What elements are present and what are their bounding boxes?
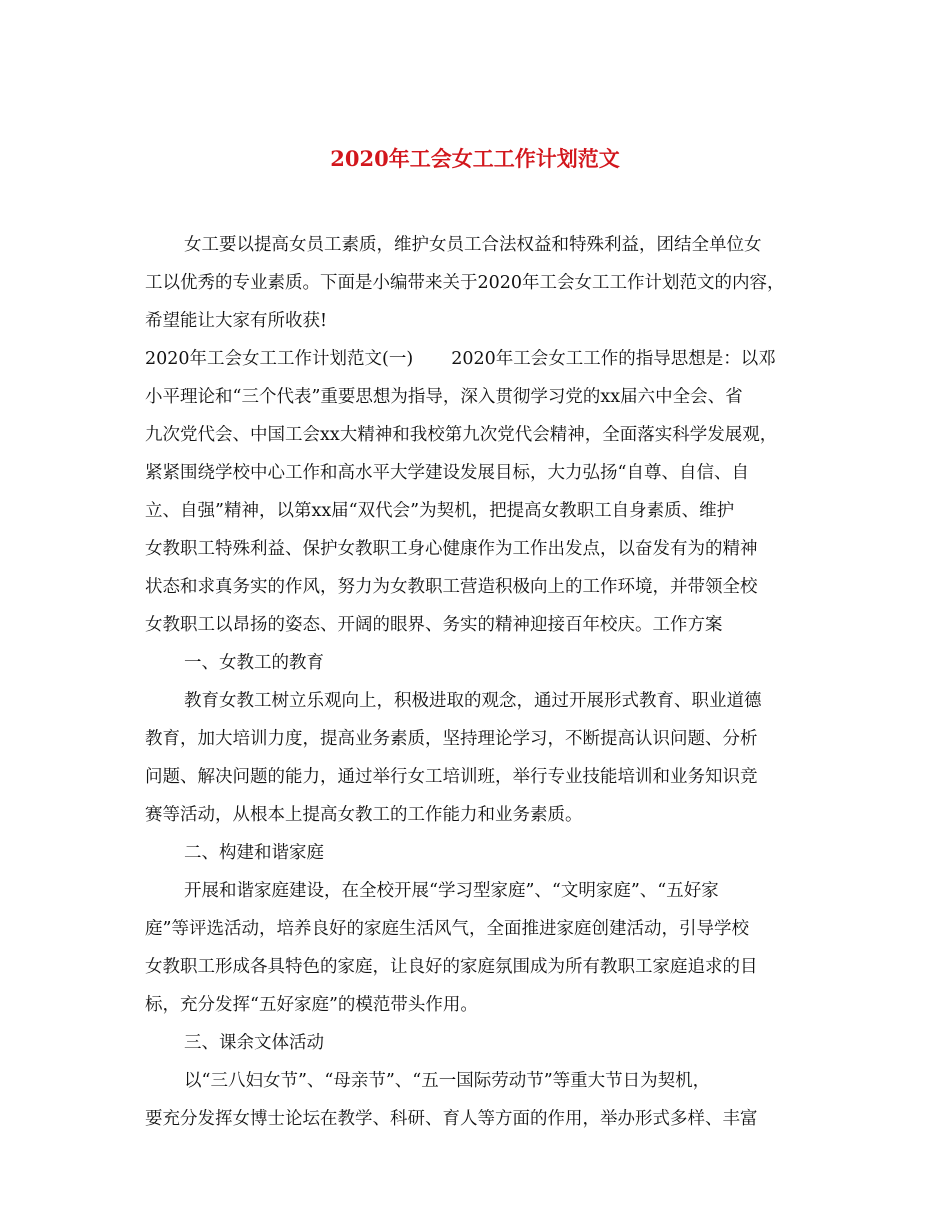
text-line: 女教职工以昂扬的姿态、开阔的眼界、务实的精神迎接百年校庆。工作方案: [145, 615, 723, 635]
text-line: 庭”等评选活动，培养良好的家庭生活风气，全面推进家庭创建活动，引导学校: [145, 919, 749, 939]
text-line: 希望能让大家有所收获!: [145, 311, 328, 331]
text-line: 紧紧围绕学校中心工作和高水平大学建设发展目标，大力弘扬“自尊、自信、自: [145, 463, 749, 483]
text-line-section-heading: [145, 346, 776, 372]
section-heading: 一、女教工的教育: [184, 653, 324, 673]
section-heading: 二、构建和谐家庭: [184, 843, 324, 863]
text-line: 女工要以提高女员工素质，维护女员工合法权益和特殊利益，团结全单位女: [184, 235, 762, 255]
text-line: 以“三八妇女节”、“母亲节”、“五一国际劳动节”等重大节日为契机，: [184, 1071, 711, 1091]
section-lead: 2020年工会女工工作的指导思想是：以邓: [451, 349, 776, 369]
text-line: 问题、解决问题的能力，通过举行女工培训班，举行专业技能培训和业务知识竞: [145, 767, 758, 787]
text-line: 教育，加大培训力度，提高业务素质，坚持理论学习，不断提高认识问题、分析: [145, 729, 758, 749]
document-title: 2020年工会女工工作计划范文: [330, 146, 620, 171]
text-line: 标，充分发挥“五好家庭”的模范带头作用。: [145, 995, 478, 1015]
text-line: 女教职工形成各具特色的家庭，让良好的家庭氛围成为所有教职工家庭追求的目: [145, 957, 758, 977]
text-line: 赛等活动，从根本上提高女教工的工作能力和业务素质。: [145, 805, 583, 825]
text-line: 女教职工特殊利益、保护女教职工身心健康作为工作出发点，以奋发有为的精神: [145, 539, 758, 559]
text-line: 九次党代会、中国工会xx大精神和我校第九次党代会精神，全面落实科学发展观，: [145, 425, 778, 445]
section-heading: 三、课余文体活动: [184, 1033, 324, 1053]
text-line: 开展和谐家庭建设，在全校开展“学习型家庭”、“文明家庭”、“五好家: [184, 881, 719, 901]
text-line: 教育女教工树立乐观向上，积极进取的观念，通过开展形式教育、职业道德: [184, 691, 762, 711]
text-line: 状态和求真务实的作风，努力为女教职工营造积极向上的工作环境，并带领全校: [145, 577, 758, 597]
text-line: 工以优秀的专业素质。下面是小编带来关于2020年工会女工工作计划范文的内容，: [145, 273, 785, 293]
text-line: 要充分发挥女博士论坛在教学、科研、育人等方面的作用，举办形式多样、丰富: [145, 1109, 758, 1129]
text-line: 小平理论和“三个代表”重要思想为指导，深入贯彻学习党的xx届六中全会、省: [145, 387, 743, 407]
text-line: 立、自强”精神，以第xx届“双代会”为契机，把提高女教职工自身素质、维护: [145, 501, 735, 521]
section-title: 2020年工会女工工作计划范文(一): [145, 349, 414, 369]
